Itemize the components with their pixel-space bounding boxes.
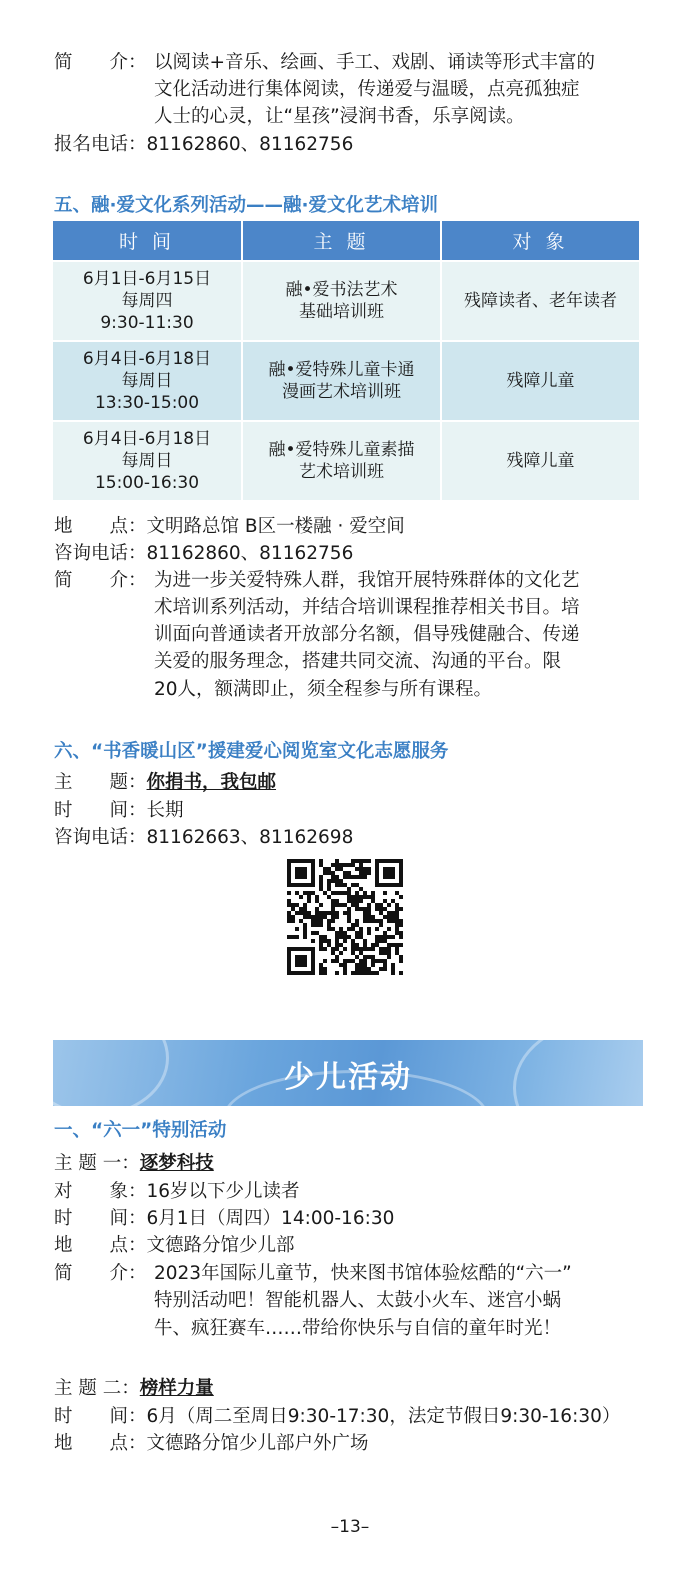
a1-place-value: 文德路分馆少儿部 <box>146 1235 295 1256</box>
a1-topic-row <box>54 1150 214 1177</box>
cell-target: 残障儿童 <box>441 421 639 500</box>
time-dates: 6月1日-6月15日 <box>82 269 212 289</box>
a2-time-value: 6月（周二至周日9:30-17:30，法定节假日9:30-16:30） <box>146 1406 621 1427</box>
a2-time-label: 时 间： <box>54 1406 147 1427</box>
topic-line-1: 融•爱特殊儿童卡通 <box>268 360 415 380</box>
sec6-time-value: 长期 <box>146 800 184 821</box>
intro-line-1: 以阅读+音乐、绘画、手工、戏剧、诵读等形式丰富的 <box>154 52 596 73</box>
sec5-place-row <box>54 513 405 540</box>
sec5-phone-label: 咨询电话： <box>54 543 147 564</box>
a1-target-row <box>54 1178 300 1205</box>
intro-line-3: 人士的心灵，让“星孩”浸润书香，乐享阅读。 <box>154 106 525 127</box>
sec5-intro-line-5: 20人，额满即止，须全程参与所有课程。 <box>154 679 493 700</box>
sec6-phone-value: 81162663、81162698 <box>146 827 354 848</box>
intro-line-2: 文化活动进行集体阅读，传递爱与温暖，点亮孤独症 <box>154 79 580 100</box>
a1-intro-label: 简 介： <box>54 1263 147 1284</box>
section-5-title: 五、融·爱文化系列活动——融·爱文化艺术培训 <box>54 195 439 216</box>
banner-title: 少儿活动 <box>284 1060 412 1095</box>
qr-code[interactable] <box>287 859 403 975</box>
intro-label: 简 介： <box>54 52 147 73</box>
topic-line-2: 漫画艺术培训班 <box>282 382 401 402</box>
a2-topic-label: 主 题 二： <box>54 1378 140 1399</box>
cell-target: 残障读者、老年读者 <box>441 261 639 341</box>
sec6-time-row <box>54 797 184 824</box>
time-weekday: 每周四 <box>121 291 173 311</box>
section-6-title: 六、“书香暖山区”援建爱心阅览室文化志愿服务 <box>54 741 449 762</box>
topic-line-1: 融•爱书法艺术 <box>285 280 398 300</box>
a2-topic-value: 榜样力量 <box>139 1378 214 1399</box>
table-header-row <box>53 221 639 261</box>
sec5-intro-line-3: 训面向普通读者开放部分名额，倡导残健融合、传递 <box>154 624 580 645</box>
sec6-topic-row <box>54 769 276 796</box>
a1-place-label: 地 点： <box>54 1235 147 1256</box>
sec5-intro-line-2: 术培训系列活动，并结合培训课程推荐相关书目。培 <box>154 597 580 618</box>
topic-line-1: 融•爱特殊儿童素描 <box>268 440 415 460</box>
a1-time-value: 6月1日（周四）14:00-16:30 <box>146 1208 395 1229</box>
a2-place-row <box>54 1430 369 1457</box>
page-number: –13– <box>330 1517 370 1537</box>
a1-intro-line-2: 特别活动吧！智能机器人、太鼓小火车、迷宫小蜗 <box>154 1290 562 1311</box>
cell-topic <box>242 421 441 500</box>
a1-target-value: 16岁以下少儿读者 <box>146 1181 300 1202</box>
sec6-topic-label: 主 题： <box>54 772 147 793</box>
header-time: 时 间 <box>53 221 242 261</box>
time-hours: 9:30-11:30 <box>100 313 194 333</box>
sec5-intro-label: 简 介： <box>54 570 147 591</box>
time-dates: 6月4日-6月18日 <box>82 429 212 449</box>
table-row <box>53 261 639 341</box>
a1-target-label: 对 象： <box>54 1181 147 1202</box>
topic-line-2: 艺术培训班 <box>299 462 384 482</box>
a1-place-row <box>54 1232 295 1259</box>
sec5-phone-row <box>54 540 353 567</box>
a1-topic-label: 主 题 一： <box>54 1153 140 1174</box>
a2-place-value: 文德路分馆少儿部户外广场 <box>146 1433 369 1454</box>
signup-phone-label: 报名电话： <box>54 134 147 155</box>
signup-phone-value: 81162860、81162756 <box>146 134 354 155</box>
sec5-intro-line-1: 为进一步关爱特殊人群，我馆开展特殊群体的文化艺 <box>154 570 580 591</box>
time-weekday: 每周日 <box>121 451 173 471</box>
time-hours: 15:00-16:30 <box>94 473 200 493</box>
kids-section-title: 一、“六一”特别活动 <box>54 1120 227 1141</box>
cell-topic <box>242 341 441 421</box>
table-row <box>53 421 639 500</box>
kids-activities-banner <box>53 1040 643 1106</box>
time-dates: 6月4日-6月18日 <box>82 349 212 369</box>
header-topic: 主 题 <box>242 221 441 261</box>
sec5-place-label: 地 点： <box>54 516 147 537</box>
sec6-phone-row <box>54 824 353 851</box>
signup-phone-row <box>54 131 353 158</box>
a1-intro-line-3: 牛、疯狂赛车……带给你快乐与自信的童年时光！ <box>154 1318 562 1339</box>
a2-time-row <box>54 1403 620 1430</box>
cell-time <box>53 421 242 500</box>
a1-topic-value: 逐梦科技 <box>139 1153 214 1174</box>
a2-topic-row <box>54 1375 214 1402</box>
training-schedule-table <box>53 221 639 500</box>
header-target: 对 象 <box>441 221 639 261</box>
time-hours: 13:30-15:00 <box>94 393 200 413</box>
sec5-phone-value: 81162860、81162756 <box>146 543 354 564</box>
topic-line-2: 基础培训班 <box>299 302 384 322</box>
time-weekday: 每周日 <box>121 371 173 391</box>
sec6-time-label: 时 间： <box>54 800 147 821</box>
sec6-topic-value: 你捐书，我包邮 <box>146 772 277 793</box>
sec6-phone-label: 咨询电话： <box>54 827 147 848</box>
cell-time <box>53 341 242 421</box>
sec5-place-value: 文明路总馆 B区一楼融 · 爱空间 <box>146 516 405 537</box>
sec5-intro-line-4: 关爱的服务理念，搭建共同交流、沟通的平台。限 <box>154 651 562 672</box>
cell-time <box>53 261 242 341</box>
cell-target: 残障儿童 <box>441 341 639 421</box>
a2-place-label: 地 点： <box>54 1433 147 1454</box>
a1-time-label: 时 间： <box>54 1208 147 1229</box>
a1-intro-line-1: 2023年国际儿童节，快来图书馆体验炫酷的“六一” <box>154 1263 572 1284</box>
table-row <box>53 341 639 421</box>
a1-time-row <box>54 1205 394 1232</box>
cell-topic <box>242 261 441 341</box>
